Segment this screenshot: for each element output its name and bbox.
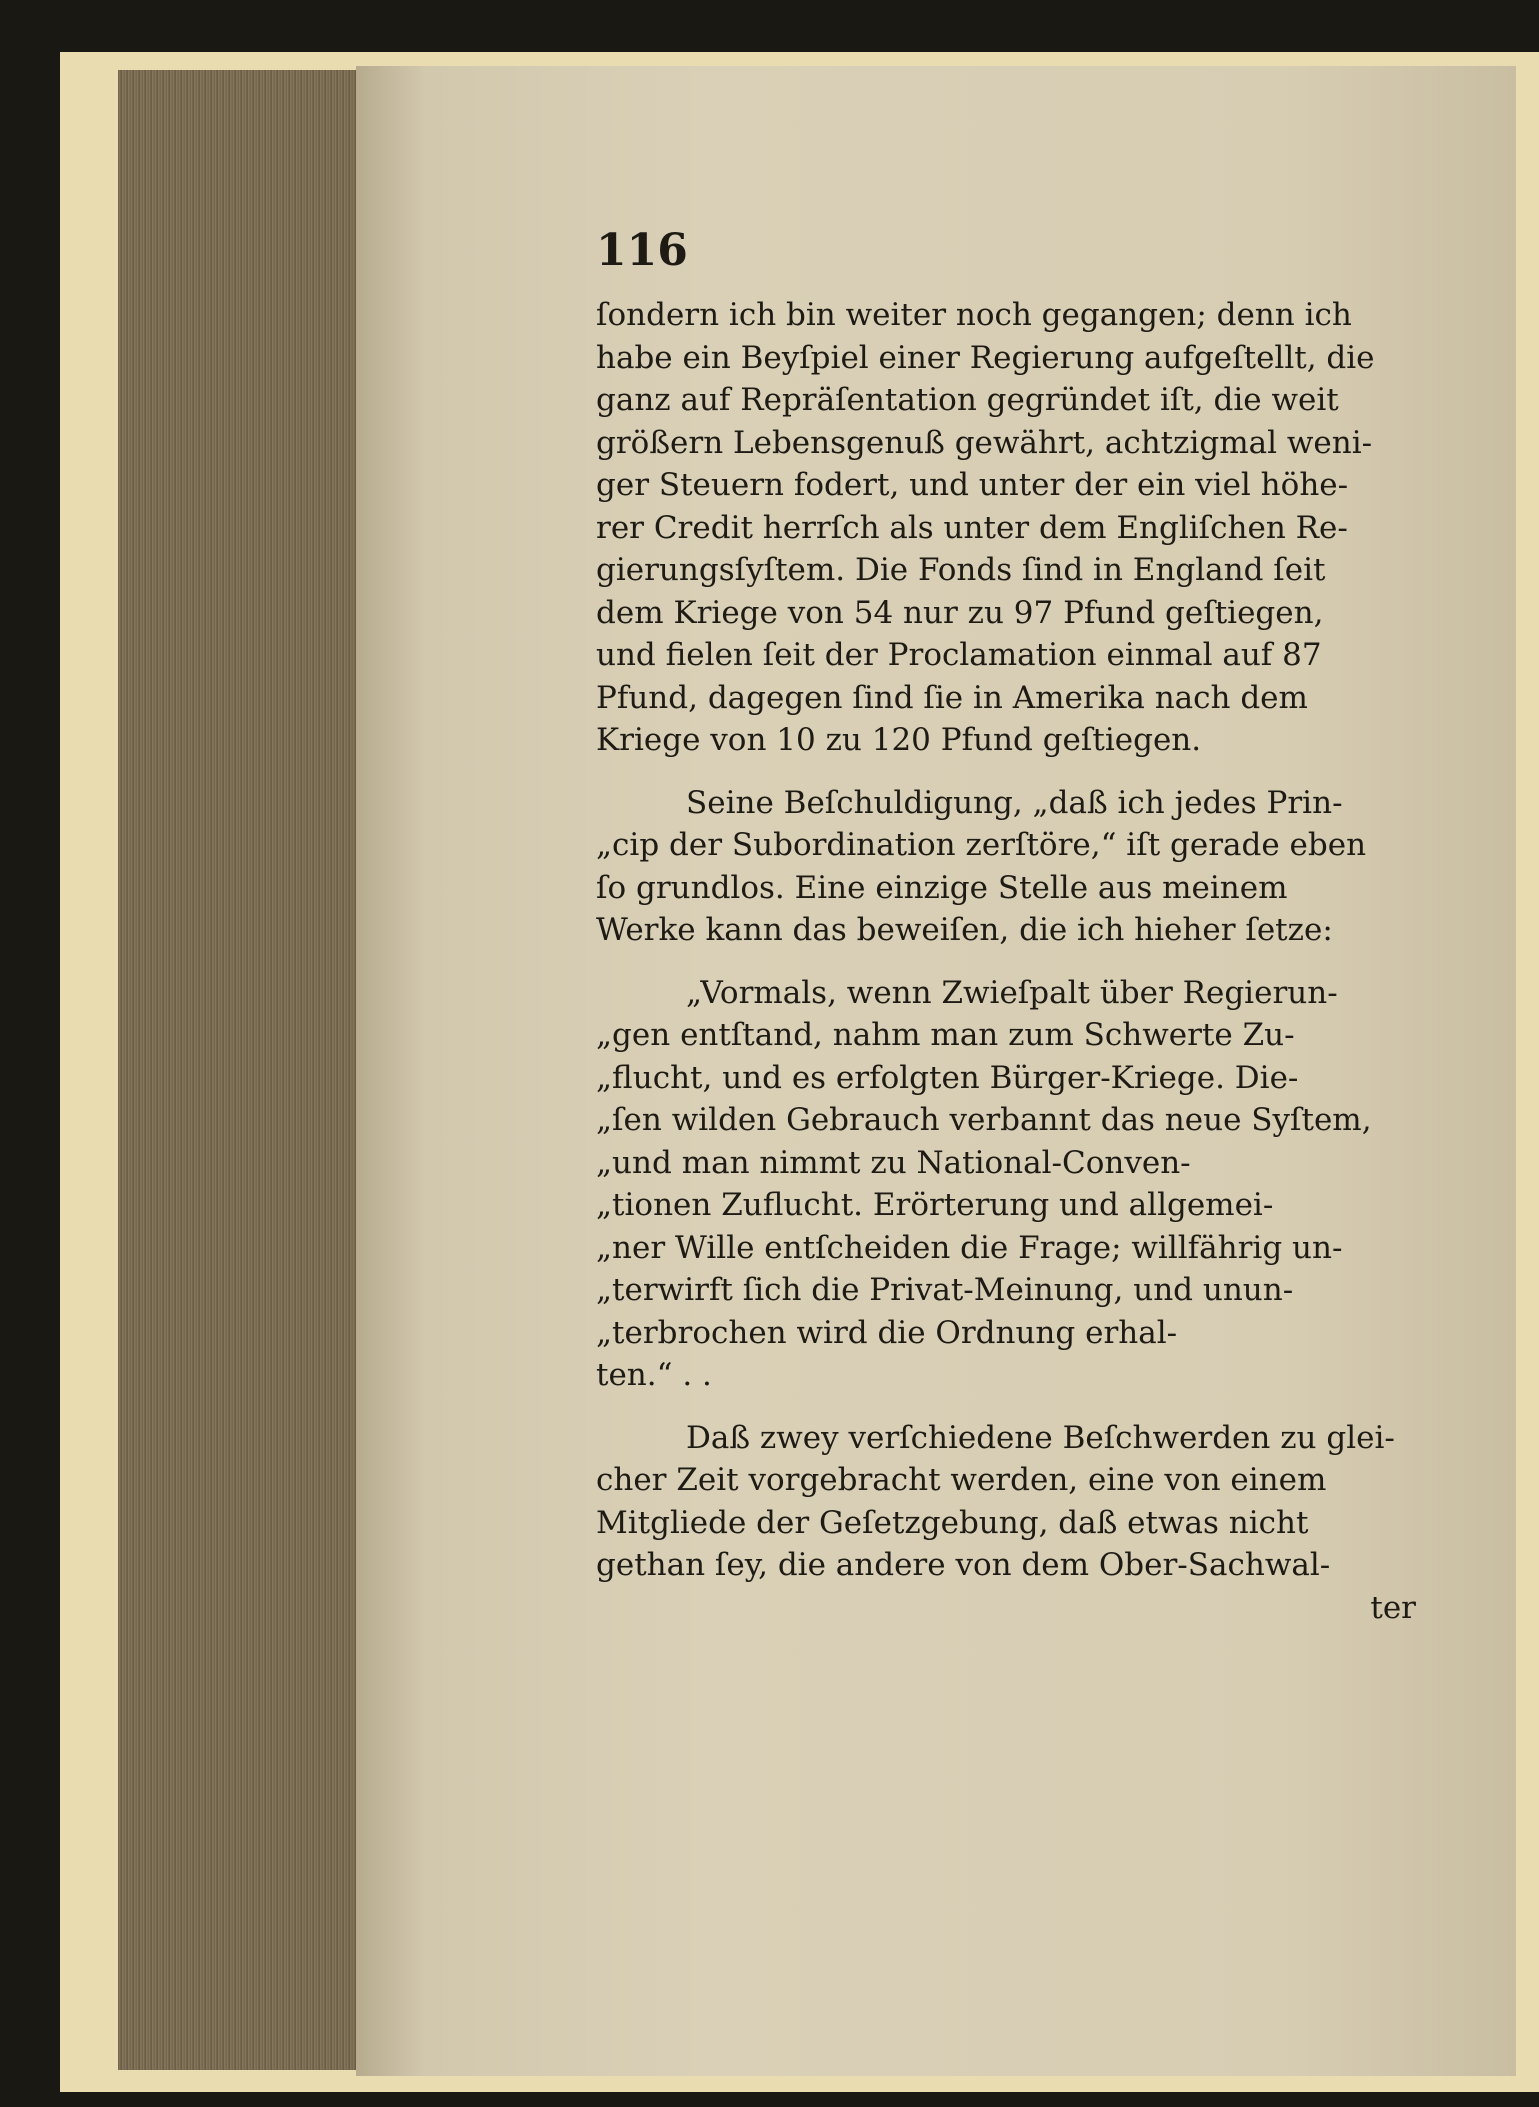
page-text-block xyxy=(596,226,1416,1629)
page-number: 116 xyxy=(596,225,688,276)
text-line: „gen entſtand, nahm man zum Schwerte Zu- xyxy=(596,1017,1295,1053)
text-line: ganz auf Repräſentation gegründet iſt, die weit xyxy=(596,382,1339,418)
text-line: „terbrochen wird die Ordnung erhal- xyxy=(596,1314,1178,1351)
text-line: und fielen ſeit der Proclamation einmal auf 87 xyxy=(596,637,1322,673)
quotation xyxy=(596,972,1416,1397)
text-line: dem Kriege von 54 nur zu 97 Pfund geſtiegen, xyxy=(596,594,1324,631)
text-line: Mitgliede der Geſetzgebung, daß etwas nicht xyxy=(596,1504,1309,1541)
text-line: ſondern ich bin weiter noch gegangen; denn ich xyxy=(596,297,1352,333)
text-line: „Vormals, wenn Zwieſpalt über Regierun- xyxy=(686,974,1338,1011)
page-edges xyxy=(118,70,360,2070)
paragraph-1 xyxy=(596,294,1416,762)
text-line: ger Steuern fodert, und unter der ein viel höhe- xyxy=(596,467,1349,503)
text-line: gethan ſey, die andere von dem Ober-Sachwal- xyxy=(596,1547,1331,1583)
text-line: habe ein Beyſpiel einer Regierung aufgeſtellt, die xyxy=(596,339,1375,376)
text-line: cher Zeit vorgebracht werden, eine von einem xyxy=(596,1462,1327,1498)
text-line: „ner Wille entſcheiden die Frage; willfährig un- xyxy=(596,1229,1343,1266)
text-line: ſo grundlos. Eine einzige Stelle aus meinem xyxy=(596,869,1288,906)
text-line: größern Lebensgenuß gewährt, achtzigmal weni- xyxy=(596,424,1373,461)
text-line: ten.“ . . xyxy=(596,1357,712,1393)
book-page xyxy=(356,66,1516,2076)
paragraph-2 xyxy=(596,782,1416,952)
catchword: ter xyxy=(1370,1589,1416,1626)
text-line: „terwirft ſich die Privat-Meinung, und unun- xyxy=(596,1272,1294,1308)
text-line: „flucht, und es erfolgten Bürger-Kriege. Die- xyxy=(596,1059,1299,1096)
text-line: gierungsſyſtem. Die Fonds ſind in England ſeit xyxy=(596,552,1326,588)
text-line: Werke kann das beweiſen, die ich hieher ſetze: xyxy=(596,912,1333,948)
paragraph-3 xyxy=(596,1417,1416,1587)
text-line: Kriege von 10 zu 120 Pfund geſtiegen. xyxy=(596,722,1202,758)
text-line: „ſen wilden Gebrauch verbannt das neue Syſtem, xyxy=(596,1102,1372,1138)
text-line: Pfund, dagegen ſind ſie in Amerika nach dem xyxy=(596,679,1308,716)
text-line: „und man nimmt zu National-Conven- xyxy=(596,1144,1191,1181)
text-line: Daß zwey verſchiedene Beſchwerden zu glei- xyxy=(686,1419,1395,1456)
text-line: rer Credit herrſch als unter dem Engliſchen Re- xyxy=(596,509,1348,546)
text-line: Seine Beſchuldigung, „daß ich jedes Prin- xyxy=(686,784,1343,821)
text-line: „tionen Zuflucht. Erörterung und allgemei- xyxy=(596,1187,1274,1223)
text-line: „cip der Subordination zerſtöre,“ iſt gerade eben xyxy=(596,827,1367,863)
